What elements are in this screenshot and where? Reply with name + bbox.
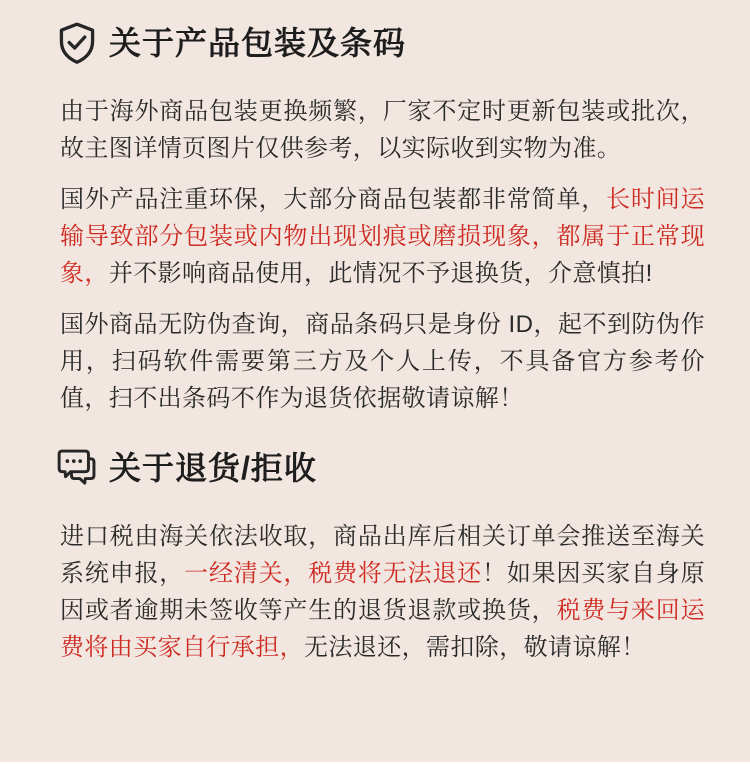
section-returns [0,445,750,666]
paragraph-packaging-1 [60,93,705,167]
text-run: 由于海外商品包装更换频繁，厂家不定时更新包装或批次，故主图详情页图片仅供参考，以实际收到实物为准。 [60,98,705,162]
text-run: 国外产品注重环保，大部分商品包装都非常简单， [60,186,607,213]
paragraph-returns-1 [60,518,705,666]
text-run-highlight: 长时间运输导致部分包装或内物出现划痕或磨损现象，都属于正常现象， [60,186,705,287]
section-packaging [0,20,750,417]
text-run: 进口税由海关依法收取，商品出库后相关订单会推送至海关系统申报， [60,523,705,587]
shield-check-icon [55,20,99,66]
paragraph-packaging-3 [60,306,705,417]
section-title-packaging: 关于产品包装及条码 [109,24,407,61]
chat-bubbles-icon [55,445,99,491]
text-run: 国外商品无防伪查询，商品条码只是身份 ID，起不到防伪作用，扫码软件需要第三方及个人上传，不具备官方参考价值，扫不出条码不作为退货依据敬请谅解！ [60,311,705,412]
section-title-returns: 关于退货/拒收 [109,449,317,486]
text-run: 并不影响商品使用，此情况不予退换货，介意慎拍! [108,260,653,287]
text-run-highlight: 税费与来回运费将由买家自行承担， [60,597,706,661]
paragraph-packaging-2 [60,181,705,292]
text-run-highlight: 一经清关，税费将无法退还 [184,560,483,587]
section-header-returns [55,445,750,491]
text-run: ！如果因买家自身原因或者逾期未签收等产生的退货退款或换货， [60,560,706,624]
text-run: 无法退还，需扣除，敬请谅解！ [304,634,646,661]
section-header-packaging [55,20,750,66]
